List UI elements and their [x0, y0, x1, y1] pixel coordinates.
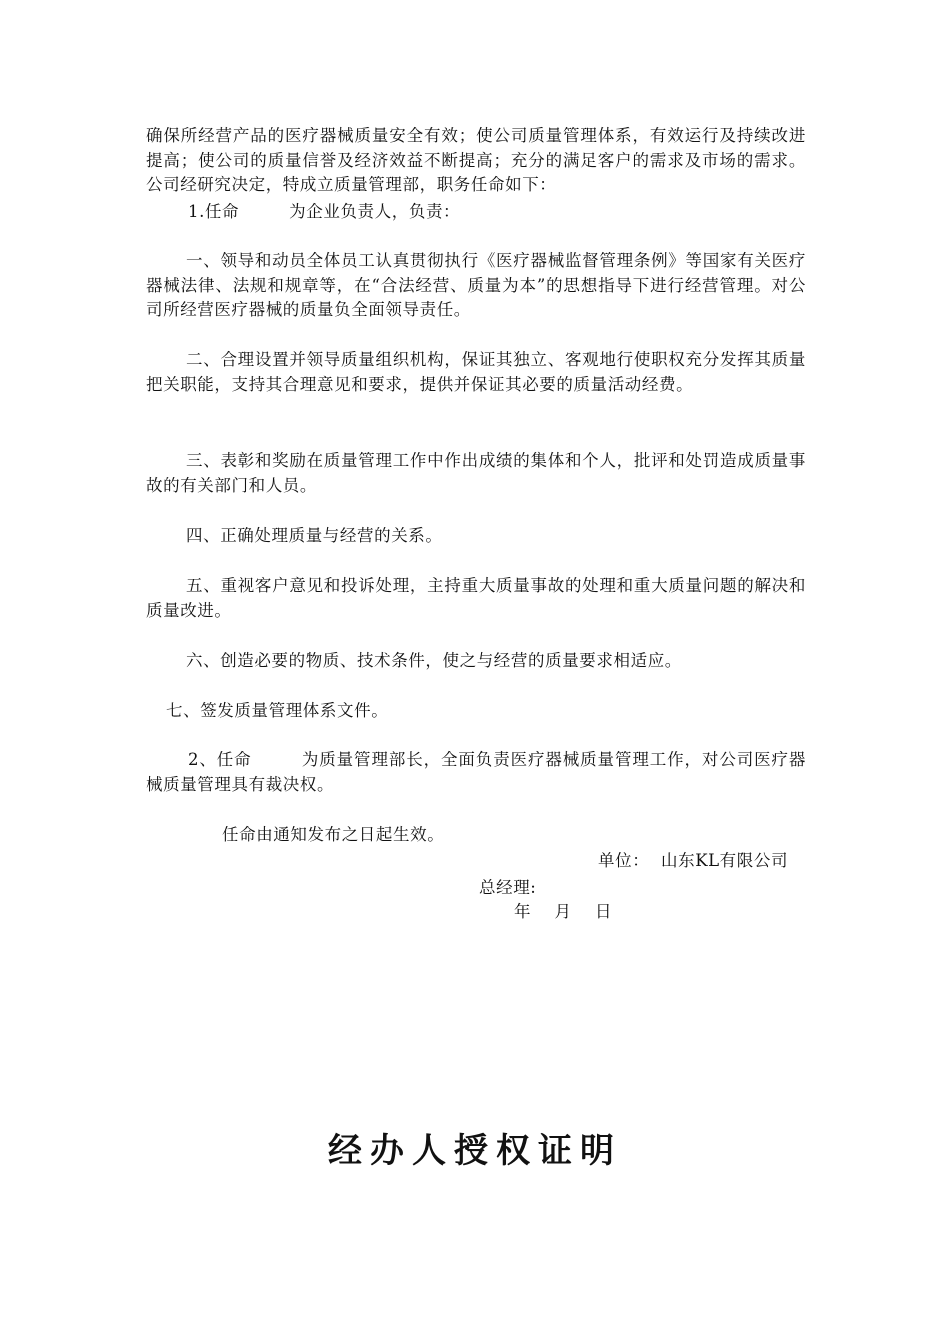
intro-paragraph: 确保所经营产品的医疗器械质量安全有效；使公司质量管理体系，有效运行及持续改进提高；使公司的质量信誉及经济效益不断提高；充分的满足客户的需求及市场的需求。公司经研究决定，特成立质量管理部，职务任命如下：: [146, 126, 806, 194]
duty-item-6: 六、创造必要的物质、技术条件，使之与经营的质量要求相适应。: [186, 651, 682, 670]
signature-manager: 总经理:: [479, 878, 537, 897]
duty-item-7: 七、签发质量管理体系文件。: [166, 701, 389, 720]
appointment-1-suffix: 为企业负责人，负责：: [289, 202, 461, 221]
duty-item-3: 三、表彰和奖励在质量管理工作中作出成绩的集体和个人，批评和处罚造成质量事故的有关部门和人员。: [146, 451, 806, 495]
duty-item-4: 四、正确处理质量与经营的关系。: [186, 526, 443, 545]
signature-date: 年 月 日: [514, 902, 613, 921]
duty-item-2: 二、合理设置并领导质量组织机构，保证其独立、客观地行使职权充分发挥其质量把关职能，支持其合理意见和要求，提供并保证其必要的质量活动经费。: [146, 350, 806, 394]
effective-note: 任命由通知发布之日起生效。: [222, 825, 445, 844]
appointment-1-prefix: 1.任命: [188, 202, 240, 221]
signature-unit: 单位： 山东KL有限公司: [598, 851, 789, 870]
duty-item-1: 一、领导和动员全体员工认真贯彻执行《医疗器械监督管理条例》等国家有关医疗器械法律、法规和规章等，在“合法经营、质量为本”的思想指导下进行经营管理。对公司所经营医疗器械的质量负全面领导责任。: [146, 251, 806, 319]
duty-item-5: 五、重视客户意见和投诉处理，主持重大质量事故的处理和重大质量问题的解决和质量改进。: [146, 576, 806, 620]
appointment-2: [146, 748, 806, 797]
appointment-1: [146, 200, 806, 225]
next-section-title: 经办人授权证明: [328, 1131, 622, 1171]
appointment-2-suffix: 为质量管理部长，全面负责医疗器械质量管理工作，对公司医疗器械质量管理具有裁决权。: [146, 750, 806, 794]
appointment-2-prefix: 2、任命: [188, 750, 252, 769]
